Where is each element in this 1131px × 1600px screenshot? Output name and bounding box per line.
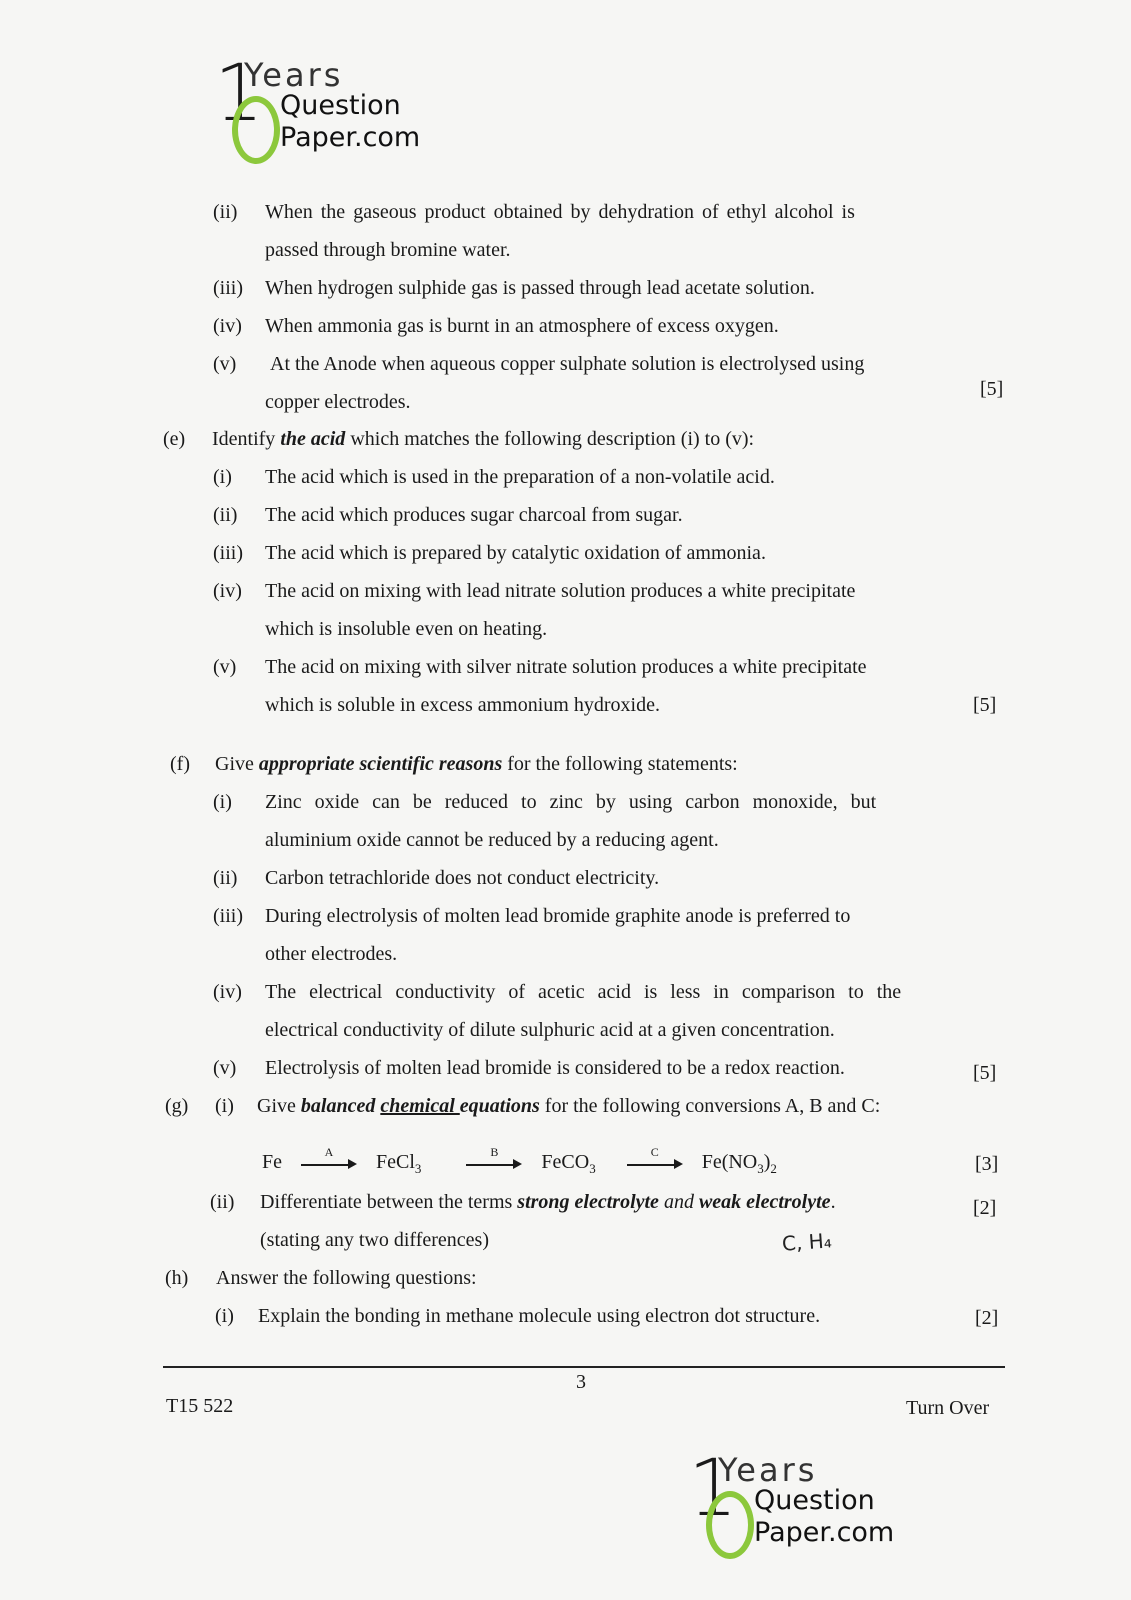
eq-fe-no3-2: $Fe(NO_3)_2$ (701, 1151, 777, 1176)
e-item-iii-line1: The acid which is prepared by catalytic oxidation of ammonia. (265, 542, 766, 564)
e-item-iii-label: (iii) (213, 542, 243, 564)
f-item-iii-label: (iii) (213, 905, 243, 927)
e-item-v-line2: which is soluble in excess ammonium hydroxide. (265, 694, 660, 716)
d-item-ii-line2: passed through bromine water. (265, 239, 511, 261)
f-item-v-line1: Electrolysis of molten lead bromide is considered to be a redox reaction. (265, 1057, 845, 1079)
g-i-label: (i) (215, 1095, 234, 1117)
e-marks: [5] (973, 694, 997, 716)
logo-zero-ring (232, 96, 280, 164)
e-label: (e) (163, 428, 186, 450)
logo-one: 1 (214, 49, 264, 139)
f-item-iii-line1: During electrolysis of molten lead bromide graphite anode is preferred to (265, 905, 851, 927)
h-i-label: (i) (215, 1305, 234, 1327)
h-intro: Answer the following questions: (216, 1267, 477, 1289)
f-marks: [5] (973, 1062, 997, 1084)
e-item-i-label: (i) (213, 466, 232, 488)
e-item-v-line1: The acid on mixing with silver nitrate solution produces a white precipitate (265, 656, 867, 678)
f-item-i-line1: Zinc oxide can be reduced to zinc by using carbon monoxide, but (265, 791, 877, 813)
e-item-v-label: (v) (213, 656, 237, 678)
handwritten-note: C, H₄ (781, 1228, 833, 1256)
arrow-c (627, 1145, 683, 1175)
logo-zero-ring (706, 1491, 754, 1559)
turn-over: Turn Over (906, 1397, 990, 1419)
arrow-b-label: B (490, 1145, 499, 1160)
f-item-iv-line2: electrical conductivity of dilute sulphuric acid at a given concentration. (265, 1019, 835, 1041)
logo-top (214, 49, 434, 174)
g-label: (g) (165, 1095, 189, 1117)
d-marks: [5] (980, 378, 1004, 400)
e-item-ii-label: (ii) (213, 504, 238, 526)
logo-years: Years (718, 1451, 818, 1489)
f-item-ii-line1: Carbon tetrachloride does not conduct electricity. (265, 867, 660, 889)
eq-fecl3: FeCl$_3$ (376, 1151, 422, 1176)
e-item-ii-line1: The acid which produces sugar charcoal from sugar. (265, 504, 683, 526)
f-item-iii-line2: other electrodes. (265, 943, 398, 965)
page-number: 3 (576, 1371, 586, 1393)
g-ii-text: Differentiate between the terms strong electrolyte and weak electrolyte. (260, 1191, 836, 1213)
d-item-iv-label: (iv) (213, 315, 242, 337)
g-ii-line2: (stating any two differences) (260, 1229, 489, 1251)
logo-one: 1 (688, 1444, 738, 1534)
arrow-b (466, 1145, 522, 1175)
f-item-i-label: (i) (213, 791, 232, 813)
h-i-marks: [2] (975, 1307, 999, 1329)
d-item-iii-label: (iii) (213, 277, 243, 299)
e-item-iv-label: (iv) (213, 580, 242, 602)
e-intro: Identify the acid which matches the following description (i) to (v): (212, 428, 755, 450)
f-intro: Give appropriate scientific reasons for the following statements: (215, 753, 738, 775)
d-item-iv-line1: When ammonia gas is burnt in an atmosphere of excess oxygen. (265, 315, 779, 337)
d-item-ii-label: (ii) (213, 201, 238, 223)
f-item-v-label: (v) (213, 1057, 237, 1079)
f-item-i-line2: aluminium oxide cannot be reduced by a reducing agent. (265, 829, 719, 851)
paper-code: T15 522 (166, 1395, 234, 1417)
g-ii-marks: [2] (973, 1197, 997, 1219)
d-item-v-line2: copper electrodes. (265, 391, 411, 413)
e-item-i-line1: The acid which is used in the preparation of a non-volatile acid. (265, 466, 775, 488)
eq-feco3: FeCO$_3$ (541, 1151, 596, 1176)
f-item-iv-line1: The electrical conductivity of acetic acid is less in comparison to the (265, 981, 902, 1003)
g-i-text: Give balanced chemical equations for the following conversions A, B and C: (257, 1095, 881, 1117)
d-item-v-line1: At the Anode when aqueous copper sulphate solution is electrolysed using (270, 353, 865, 375)
conversion-equation (262, 1145, 777, 1181)
logo-question: Question (280, 90, 401, 121)
f-item-iv-label: (iv) (213, 981, 242, 1003)
d-item-ii-line1: When the gaseous product obtained by dehydration of ethyl alcohol is (265, 201, 855, 223)
d-item-iii-line1: When hydrogen sulphide gas is passed through lead acetate solution. (265, 277, 815, 299)
g-i-marks: [3] (975, 1153, 999, 1175)
e-item-iv-line2: which is insoluble even on heating. (265, 618, 548, 640)
arrow-c-label: C (650, 1145, 659, 1160)
eq-fe: Fe (262, 1151, 282, 1173)
h-label: (h) (165, 1267, 189, 1289)
e-item-iv-line1: The acid on mixing with lead nitrate solution produces a white precipitate (265, 580, 856, 602)
f-item-ii-label: (ii) (213, 867, 238, 889)
footer-rule (163, 1366, 1005, 1368)
h-i-text: Explain the bonding in methane molecule using electron dot structure. (258, 1305, 821, 1327)
d-item-v-label: (v) (213, 353, 237, 375)
g-ii-label: (ii) (210, 1191, 235, 1213)
logo-paper: Paper.com (754, 1517, 895, 1548)
arrow-a-label: A (324, 1145, 334, 1160)
logo-years: Years (244, 56, 344, 94)
logo-paper: Paper.com (280, 122, 421, 153)
f-label: (f) (170, 753, 190, 775)
logo-bottom (688, 1444, 908, 1569)
logo-question: Question (754, 1485, 875, 1516)
arrow-a (301, 1145, 357, 1175)
